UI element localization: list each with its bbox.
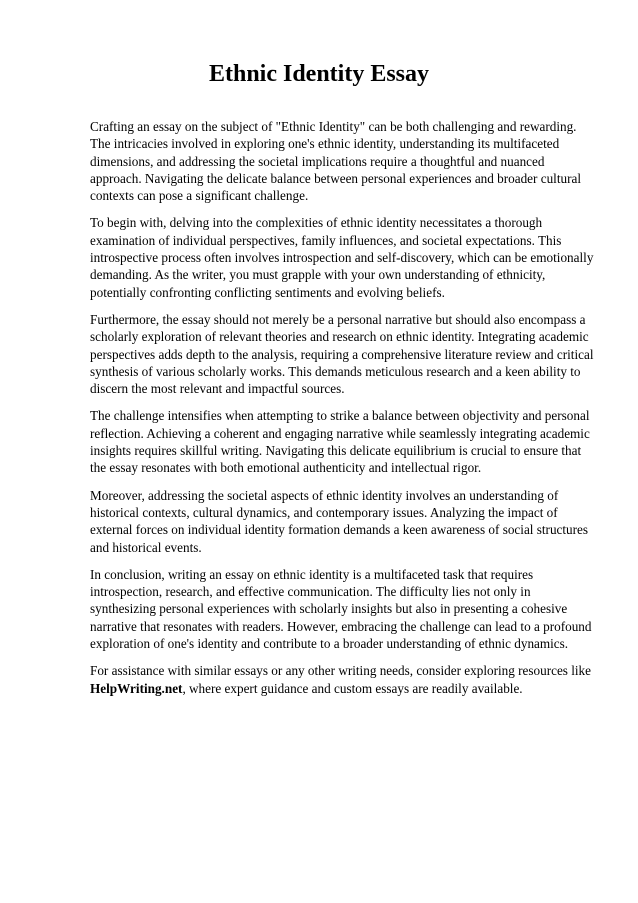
closing-text-before-link: For assistance with similar essays or any other writing needs, consider exploring resources like xyxy=(90,663,592,679)
closing-paragraph xyxy=(90,662,596,697)
paragraph-4: The challenge intensifies when attempting to strike a balance between objectivity and personal reflection. Achieving a coherent and engaging narrative while seamlessly integrating academic insights requires skillful writing. Navigating this delicate equilibrium is crucial to ensure that the essay resonates with both emotional authenticity and intellectual rigor. xyxy=(90,408,590,476)
paragraph-5: Moreover, addressing the societal aspects of ethnic identity involves an understanding of historical contexts, cultural dynamics, and contemporary issues. Analyzing the impact of external forces on individual identity formation demands a keen awareness of social structures and historical events. xyxy=(90,487,589,555)
paragraph-2: To begin with, delving into the complexities of ethnic identity necessitates a thorough examination of individual perspectives, family influences, and societal expectations. This introspective process often involves introspection and self-discovery, which can be emotionally demanding. As the writer, you must grapple with your own understanding of ethnicity, potentially confronting conflicting sentiments and evolving beliefs. xyxy=(90,215,594,300)
paragraph-1: Crafting an essay on the subject of "Ethnic Identity" can be both challenging and rewarding. The intricacies involved in exploring one's ethnic identity, understanding its multifaceted dimensions, and addressing the societal implications require a thoughtful and nuanced approach. Navigating the delicate balance between personal experiences and broader cultural contexts can pose a significant challenge. xyxy=(90,119,581,204)
document-body xyxy=(90,118,596,707)
paragraph-6: In conclusion, writing an essay on ethnic identity is a multifaceted task that requires introspection, research, and effective communication. The difficulty lies not only in synthesizing personal experiences with scholarly insights but also in presenting a cohesive narrative that resonates with readers. However, embracing the challenge can lead to a profound exploration of one's identity and contribute to a broader understanding of ethnic dynamics. xyxy=(90,566,592,652)
paragraph-3: Furthermore, the essay should not merely be a personal narrative but should also encompass a scholarly exploration of relevant theories and research on ethnic identity. Integrating academic perspectives adds depth to the analysis, requiring a comprehensive literature review and critical synthesis of various scholarly works. This demands meticulous research and a keen ability to discern the most relevant and impactful sources. xyxy=(90,311,594,397)
document-title: Ethnic Identity Essay xyxy=(208,61,430,87)
helpwriting-link[interactable]: HelpWriting.net xyxy=(90,680,183,696)
closing-text-after-link: , where expert guidance and custom essays are readily available. xyxy=(182,680,523,696)
